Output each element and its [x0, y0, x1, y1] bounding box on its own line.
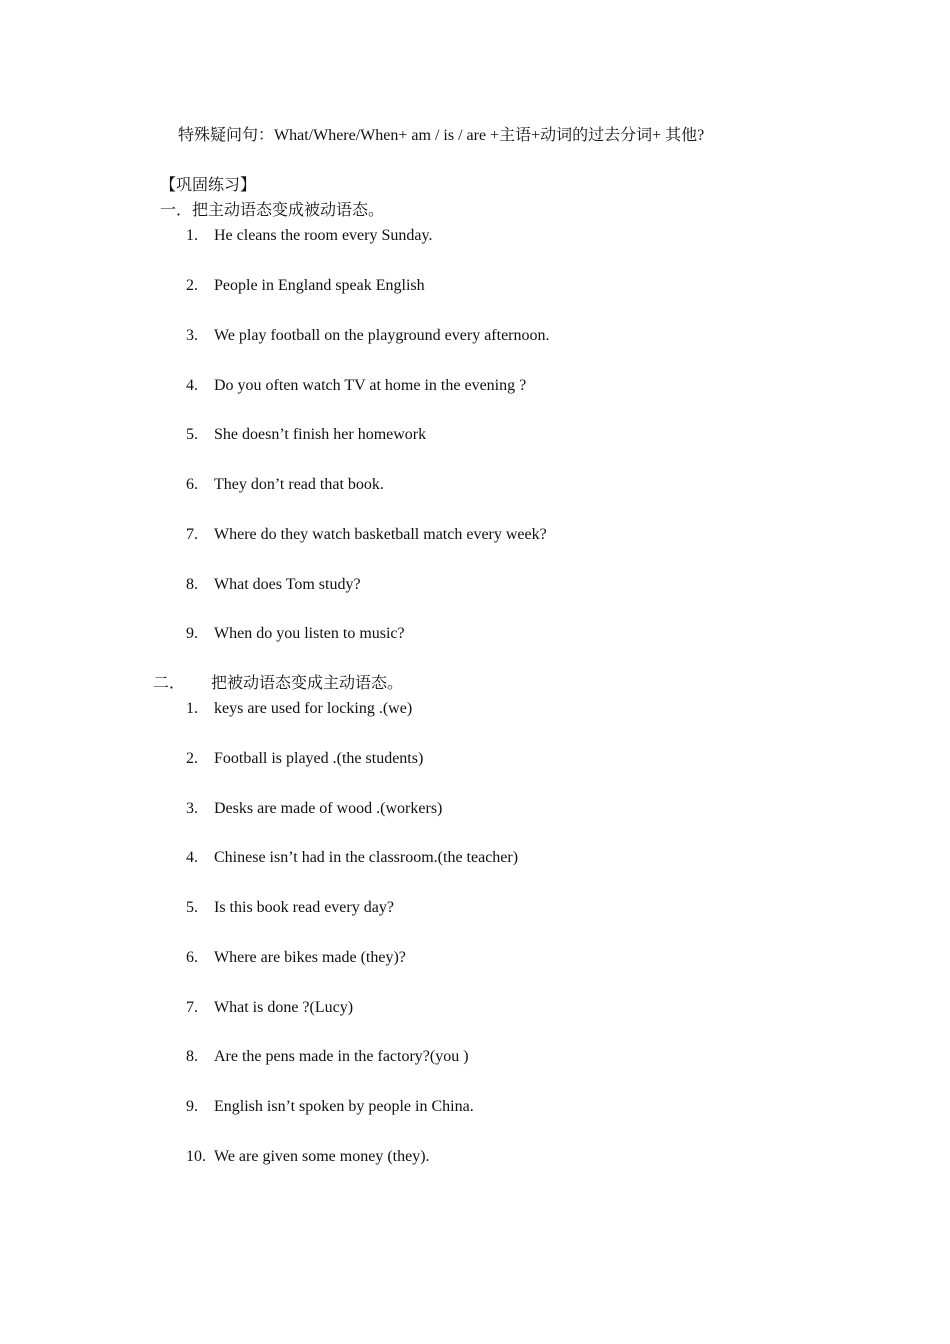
list-item — [186, 624, 405, 644]
item-text: Do you often watch TV at home in the evening ? — [214, 377, 527, 394]
section2-title: 把被动语态变成主动语态。 — [211, 675, 404, 692]
list-item — [186, 525, 547, 545]
item-text: When do you listen to music? — [214, 625, 405, 642]
list-item — [186, 326, 550, 346]
item-number: 9. — [186, 625, 198, 642]
item-text: People in England speak English — [214, 277, 425, 294]
list-item — [186, 848, 518, 868]
item-text: Where are bikes made (they)? — [214, 949, 406, 966]
item-number: 5. — [186, 426, 198, 443]
item-text: Are the pens made in the factory?(you ) — [214, 1048, 469, 1065]
item-number: 2. — [186, 750, 198, 767]
practice-heading: 【巩固练习】 — [160, 177, 257, 194]
item-number: 6. — [186, 476, 198, 493]
list-item — [186, 998, 353, 1018]
item-text: They don’t read that book. — [214, 476, 384, 493]
item-number: 4. — [186, 377, 198, 394]
list-item — [186, 425, 426, 445]
item-text: She doesn’t finish her homework — [214, 426, 427, 443]
item-number: 8. — [186, 576, 198, 593]
list-item — [186, 749, 423, 769]
list-item — [186, 575, 361, 595]
item-number: 7. — [186, 526, 198, 543]
list-item — [186, 948, 406, 968]
grammar-rule: 特殊疑问句：What/Where/When+ am / is / are +主语+动词的过去分词+ 其他? — [178, 127, 705, 144]
list-item — [186, 1097, 474, 1117]
list-item — [186, 276, 425, 296]
item-number: 8. — [186, 1048, 198, 1065]
list-item — [186, 799, 442, 819]
item-text: What does Tom study? — [214, 576, 361, 593]
item-text: Is this book read every day? — [214, 899, 394, 916]
item-number: 1. — [186, 227, 198, 244]
item-number: 5. — [186, 899, 198, 916]
item-number: 4. — [186, 849, 198, 866]
list-item — [186, 1047, 469, 1067]
section2-heading — [153, 674, 403, 694]
list-item — [186, 699, 412, 719]
item-text: What is done ?(Lucy) — [214, 999, 354, 1016]
item-number: 2. — [186, 277, 198, 294]
item-number: 10. — [186, 1148, 206, 1165]
item-number: 6. — [186, 949, 198, 966]
item-text: We are given some money (they). — [214, 1148, 430, 1165]
item-text: We play football on the playground every afternoon. — [214, 327, 550, 344]
item-number: 3. — [186, 327, 198, 344]
section2-number: 二． — [153, 675, 186, 692]
list-item — [186, 226, 432, 246]
item-number: 3. — [186, 800, 198, 817]
item-text: keys are used for locking .(we) — [214, 700, 413, 717]
item-number: 1. — [186, 700, 198, 717]
section1-heading: 一．把主动语态变成被动语态。 — [160, 202, 385, 219]
item-text: English isn’t spoken by people in China. — [214, 1098, 474, 1115]
list-item — [186, 475, 384, 495]
list-item — [186, 898, 394, 918]
item-text: He cleans the room every Sunday. — [214, 227, 433, 244]
item-text: Where do they watch basketball match every week? — [214, 526, 547, 543]
item-text: Desks are made of wood .(workers) — [214, 800, 443, 817]
item-text: Chinese isn’t had in the classroom.(the teacher) — [214, 849, 519, 866]
item-text: Football is played .(the students) — [214, 750, 424, 767]
item-number: 9. — [186, 1098, 198, 1115]
list-item — [186, 376, 526, 396]
list-item — [186, 1147, 430, 1167]
item-number: 7. — [186, 999, 198, 1016]
